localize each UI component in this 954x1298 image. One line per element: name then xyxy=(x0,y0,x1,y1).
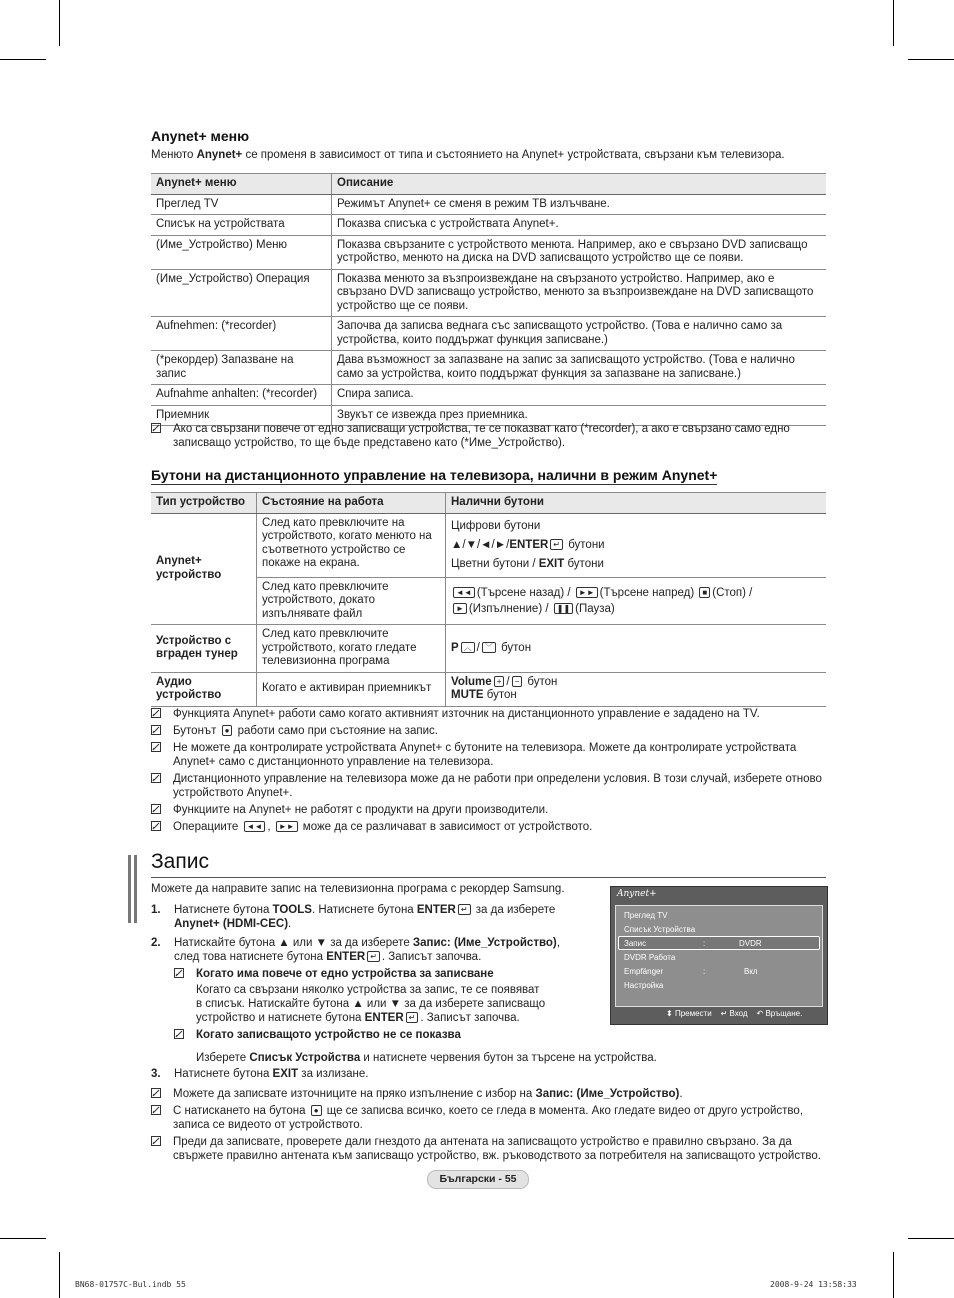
menu-name-cell: Преглед TV xyxy=(151,194,332,215)
volume-up-icon: + xyxy=(494,676,505,687)
remote-buttons-table xyxy=(151,492,826,707)
menu-name-cell: Списък на устройствата xyxy=(151,215,332,236)
sub-note: Когато записващото устройство не се показва xyxy=(174,1028,596,1042)
sub-note: Когато има повече от едно устройства за записване xyxy=(174,967,596,981)
osd-menu xyxy=(615,905,823,1007)
table-header: Тип устройство xyxy=(151,493,257,514)
note-icon xyxy=(151,725,161,735)
note: С натискането на бутона ● ще се записва всичко, което се гледа в момента. Ако гледате видео от друго устройство, записа се видеото от устройството. xyxy=(151,1104,823,1132)
print-footer-file: BN68-01757C-Bul.indb 55 xyxy=(75,1280,186,1289)
table-cell: Когато е активиран приемникът xyxy=(257,672,446,706)
note-icon xyxy=(174,968,184,978)
note-icon xyxy=(174,1029,184,1039)
rewind-icon: ◄◄ xyxy=(244,821,266,832)
menu-name-cell: Приемник xyxy=(151,405,332,426)
device-type: Устройство с вграден тунер xyxy=(151,625,257,673)
note: Функцията Anynet+ работи само когато активният източник на дистанционното управление е зададено на TV. xyxy=(151,707,823,721)
anynet-logo: Anynet+ xyxy=(617,889,657,899)
note-icon xyxy=(151,742,161,752)
table-cell: ◄◄ (Търсене назад) / ►► (Търсене напред) ■ (Стоп) / ► (Изпълнение) / ❚❚ (Пауза) xyxy=(446,577,827,625)
note: Дистанционното управление на телевизора може да не работи при определени условия. В този случай, изберете отново устройството Anynet+. xyxy=(151,772,823,800)
description-cell: Режимът Anynet+ се сменя в режим ТВ излъчване. xyxy=(332,194,827,215)
enter-icon: ↵ xyxy=(720,1009,728,1018)
table-row xyxy=(151,317,826,351)
description-cell: Показва списъка с устройствата Anynet+. xyxy=(332,215,827,236)
note-icon xyxy=(151,821,161,831)
enter-icon: ↵ xyxy=(550,539,563,550)
crop-mark xyxy=(0,1238,46,1239)
table-header: Състояние на работа xyxy=(257,493,446,514)
sub-note-text: Изберете Списък Устройства и натиснете червения бутон за търсене на устройства. xyxy=(196,1052,657,1064)
table-row xyxy=(151,194,826,215)
note: Ако са свързани повече от едно записващи устройства, те се показват като (*recorder), а ако е свързано само едно записващо устройство, то ще бъде представено като (*Име_Устройство). xyxy=(151,422,845,450)
table-cell: Цифрови бутони ▲/▼/◄/►/ENTER ↵ бутони Цветни бутони / EXIT бутони xyxy=(446,513,827,577)
table-row xyxy=(151,235,826,269)
table-row xyxy=(151,269,826,317)
osd-separator: : xyxy=(703,967,706,976)
note: Можете да записвате източниците на пряко изпълнение с избор на Запис: (Име_Устройство). xyxy=(151,1087,823,1101)
table-header: Налични бутони xyxy=(446,493,827,514)
osd-nav-bar: ⬍ Премести ↵ Вход ↶ Връщане. xyxy=(666,1009,803,1018)
osd-separator: : xyxy=(703,939,706,948)
description-cell: Започва да записва веднага със записващото устройство. (Това е налично само за устройства, които поддържат функция записване.) xyxy=(332,317,827,351)
description-cell: Звукът се извежда през приемника. xyxy=(332,405,827,426)
crop-mark xyxy=(908,59,954,60)
note: Функциите на Anynet+ не работят с продукти на други производители. xyxy=(151,803,823,817)
osd-menu-item[interactable]: Empfänger xyxy=(624,967,664,976)
fast-forward-icon: ►► xyxy=(276,821,298,832)
table-header: Описание xyxy=(332,174,827,195)
record-steps: 1. Натиснете бутона TOOLS. Натиснете бутона ENTER ↵ за да изберете Anynet+ (HDMI-CEC). 2. Натискайте бутона ▲ или ▼ за да изберете Запис: (Име_Устройство), след това натиснете бутона ENTER ↵ . Записът започва. Когато има повече от едно устройства за записване Когато са свързани няколко устройства за запис, те се появяват в списък. Натискайте бутона ▲ или ▼ за да изберете записващо устройство и натиснете бутона ENTER ↵ . Записът започва. Когато записващото устройство не се показва xyxy=(151,903,596,1042)
crop-mark xyxy=(893,1252,894,1298)
table-header: Anynet+ меню xyxy=(151,174,332,195)
return-icon: ↶ xyxy=(756,1009,764,1018)
crop-mark xyxy=(59,1252,60,1298)
anynet-intro: Менюто Anynet+ се променя в зависимост от типа и състоянието на Anynet+ устройствата, свързани към телевизора. xyxy=(151,149,785,161)
menu-name-cell: Aufnahme anhalten: (*recorder) xyxy=(151,385,332,406)
crop-mark xyxy=(59,0,60,46)
note-icon xyxy=(151,773,161,783)
osd-value: Вкл xyxy=(744,967,758,976)
table-row xyxy=(151,351,826,385)
osd-menu-item[interactable]: Настройка xyxy=(624,981,664,990)
crop-mark xyxy=(0,59,46,60)
description-cell: Спира записа. xyxy=(332,385,827,406)
tv-osd-screenshot xyxy=(610,886,828,1025)
table-row xyxy=(151,625,826,673)
note: Не можете да контролирате устройствата Anynet+ с бутоните на телевизора. Можете да контролирате устройствата Anynet+ само с дистанционното управление на телевизора. xyxy=(151,741,823,769)
note-icon xyxy=(151,1136,161,1146)
enter-icon: ↵ xyxy=(367,951,380,962)
channel-down-icon: ﹀ xyxy=(482,642,496,653)
table-row xyxy=(151,513,826,577)
osd-menu-item[interactable]: Запис xyxy=(624,939,647,948)
menu-name-cell: (Име_Устройство) Операция xyxy=(151,269,332,317)
print-footer-date: 2008-9-24 13:58:33 xyxy=(770,1280,857,1289)
title-rule xyxy=(151,877,826,878)
table-cell: Volume + / − бутон MUTE бутон xyxy=(446,672,827,706)
stop-icon: ■ xyxy=(699,587,710,598)
table-cell: След като превключите на устройството, когато менюто на съответното устройство се покаже на екрана. xyxy=(257,513,446,577)
play-icon: ► xyxy=(453,603,467,614)
table-cell: P ︿ / ﹀ бутон xyxy=(446,625,827,673)
page-title: Запис xyxy=(151,850,209,873)
note-icon xyxy=(151,804,161,814)
record-notes xyxy=(151,1087,823,1163)
osd-menu-item[interactable]: Преглед TV xyxy=(624,911,668,920)
osd-menu-item[interactable]: DVDR Работа xyxy=(624,953,676,962)
enter-icon: ↵ xyxy=(406,1012,419,1023)
note: Преди да записвате, проверете дали гнездото да антената на записващото устройство е правилно свързано. За да свържете правилно антената към записващо устройство, вж. ръководството за потребителя на записващото устройство. xyxy=(151,1135,823,1163)
osd-menu-item[interactable]: Списък Устройства xyxy=(624,925,696,934)
step-3: 3. Натиснете бутона EXIT за излизане. xyxy=(151,1068,369,1080)
rewind-icon: ◄◄ xyxy=(453,587,475,598)
section-bar xyxy=(134,855,137,923)
crop-mark xyxy=(893,0,894,46)
table-row xyxy=(151,385,826,406)
description-cell: Показва свързаните с устройството менюта. Например, ако е свързано DVD записващо устройство, менюто на диска на DVD записващото устройство ще се появи. xyxy=(332,235,827,269)
description-cell: Дава възможност за запазване на запис за записващото устройство. (Това е налично само за устройства, които поддържат функция за запазване на записване.) xyxy=(332,351,827,385)
record-icon: ● xyxy=(222,725,233,736)
page-number: Български - 55 xyxy=(427,1170,529,1189)
osd-value: DVDR xyxy=(739,939,762,948)
note-icon xyxy=(151,708,161,718)
osd-selection[interactable] xyxy=(618,936,820,950)
note: Бутонът ● работи само при състояние на запис. xyxy=(151,724,823,738)
menu-name-cell: (Име_Устройство) Меню xyxy=(151,235,332,269)
table-row xyxy=(151,215,826,236)
anynet-menu-table xyxy=(151,173,826,426)
device-type: Anynet+ устройство xyxy=(151,513,257,625)
table-cell: След като превключите устройството, когато гледате телевизионна програма xyxy=(257,625,446,673)
pause-icon: ❚❚ xyxy=(554,603,573,614)
enter-icon: ↵ xyxy=(458,904,471,915)
channel-up-icon: ︿ xyxy=(461,642,475,653)
table-cell: След като превключите устройството, докато изпълнявате файл xyxy=(257,577,446,625)
note-icon xyxy=(151,1105,161,1115)
notes-list xyxy=(151,707,823,834)
note-icon xyxy=(151,1088,161,1098)
menu-name-cell: Aufnehmen: (*recorder) xyxy=(151,317,332,351)
note: Операциите ◄◄ , ►► може да се различават в зависимост от устройството. xyxy=(151,820,823,834)
crop-mark xyxy=(908,1238,954,1239)
volume-down-icon: − xyxy=(512,676,523,687)
fast-forward-icon: ►► xyxy=(576,587,598,598)
table-row xyxy=(151,672,826,706)
section-bar xyxy=(128,855,131,923)
section-heading-remote: Бутони на дистанционното управление на телевизора, налични в режим Anynet+ xyxy=(151,467,718,483)
menu-name-cell: (*рекордер) Запазване на запис xyxy=(151,351,332,385)
device-type: Аудио устройство xyxy=(151,672,257,706)
description-cell: Показва менюто за възпроизвеждане на свързаното устройство. Например, ако е свързано DVD записващо устройство, менюто за възпроизвеждане на DVD записващото устройство ще се появи. xyxy=(332,269,827,317)
record-icon: ● xyxy=(311,1105,322,1116)
section-heading-anynet-menu: Anynet+ меню xyxy=(151,128,250,144)
note-icon xyxy=(151,423,161,433)
record-intro: Можете да направите запис на телевизионна програма с рекордер Samsung. xyxy=(151,883,565,895)
updown-icon: ⬍ xyxy=(666,1009,673,1018)
